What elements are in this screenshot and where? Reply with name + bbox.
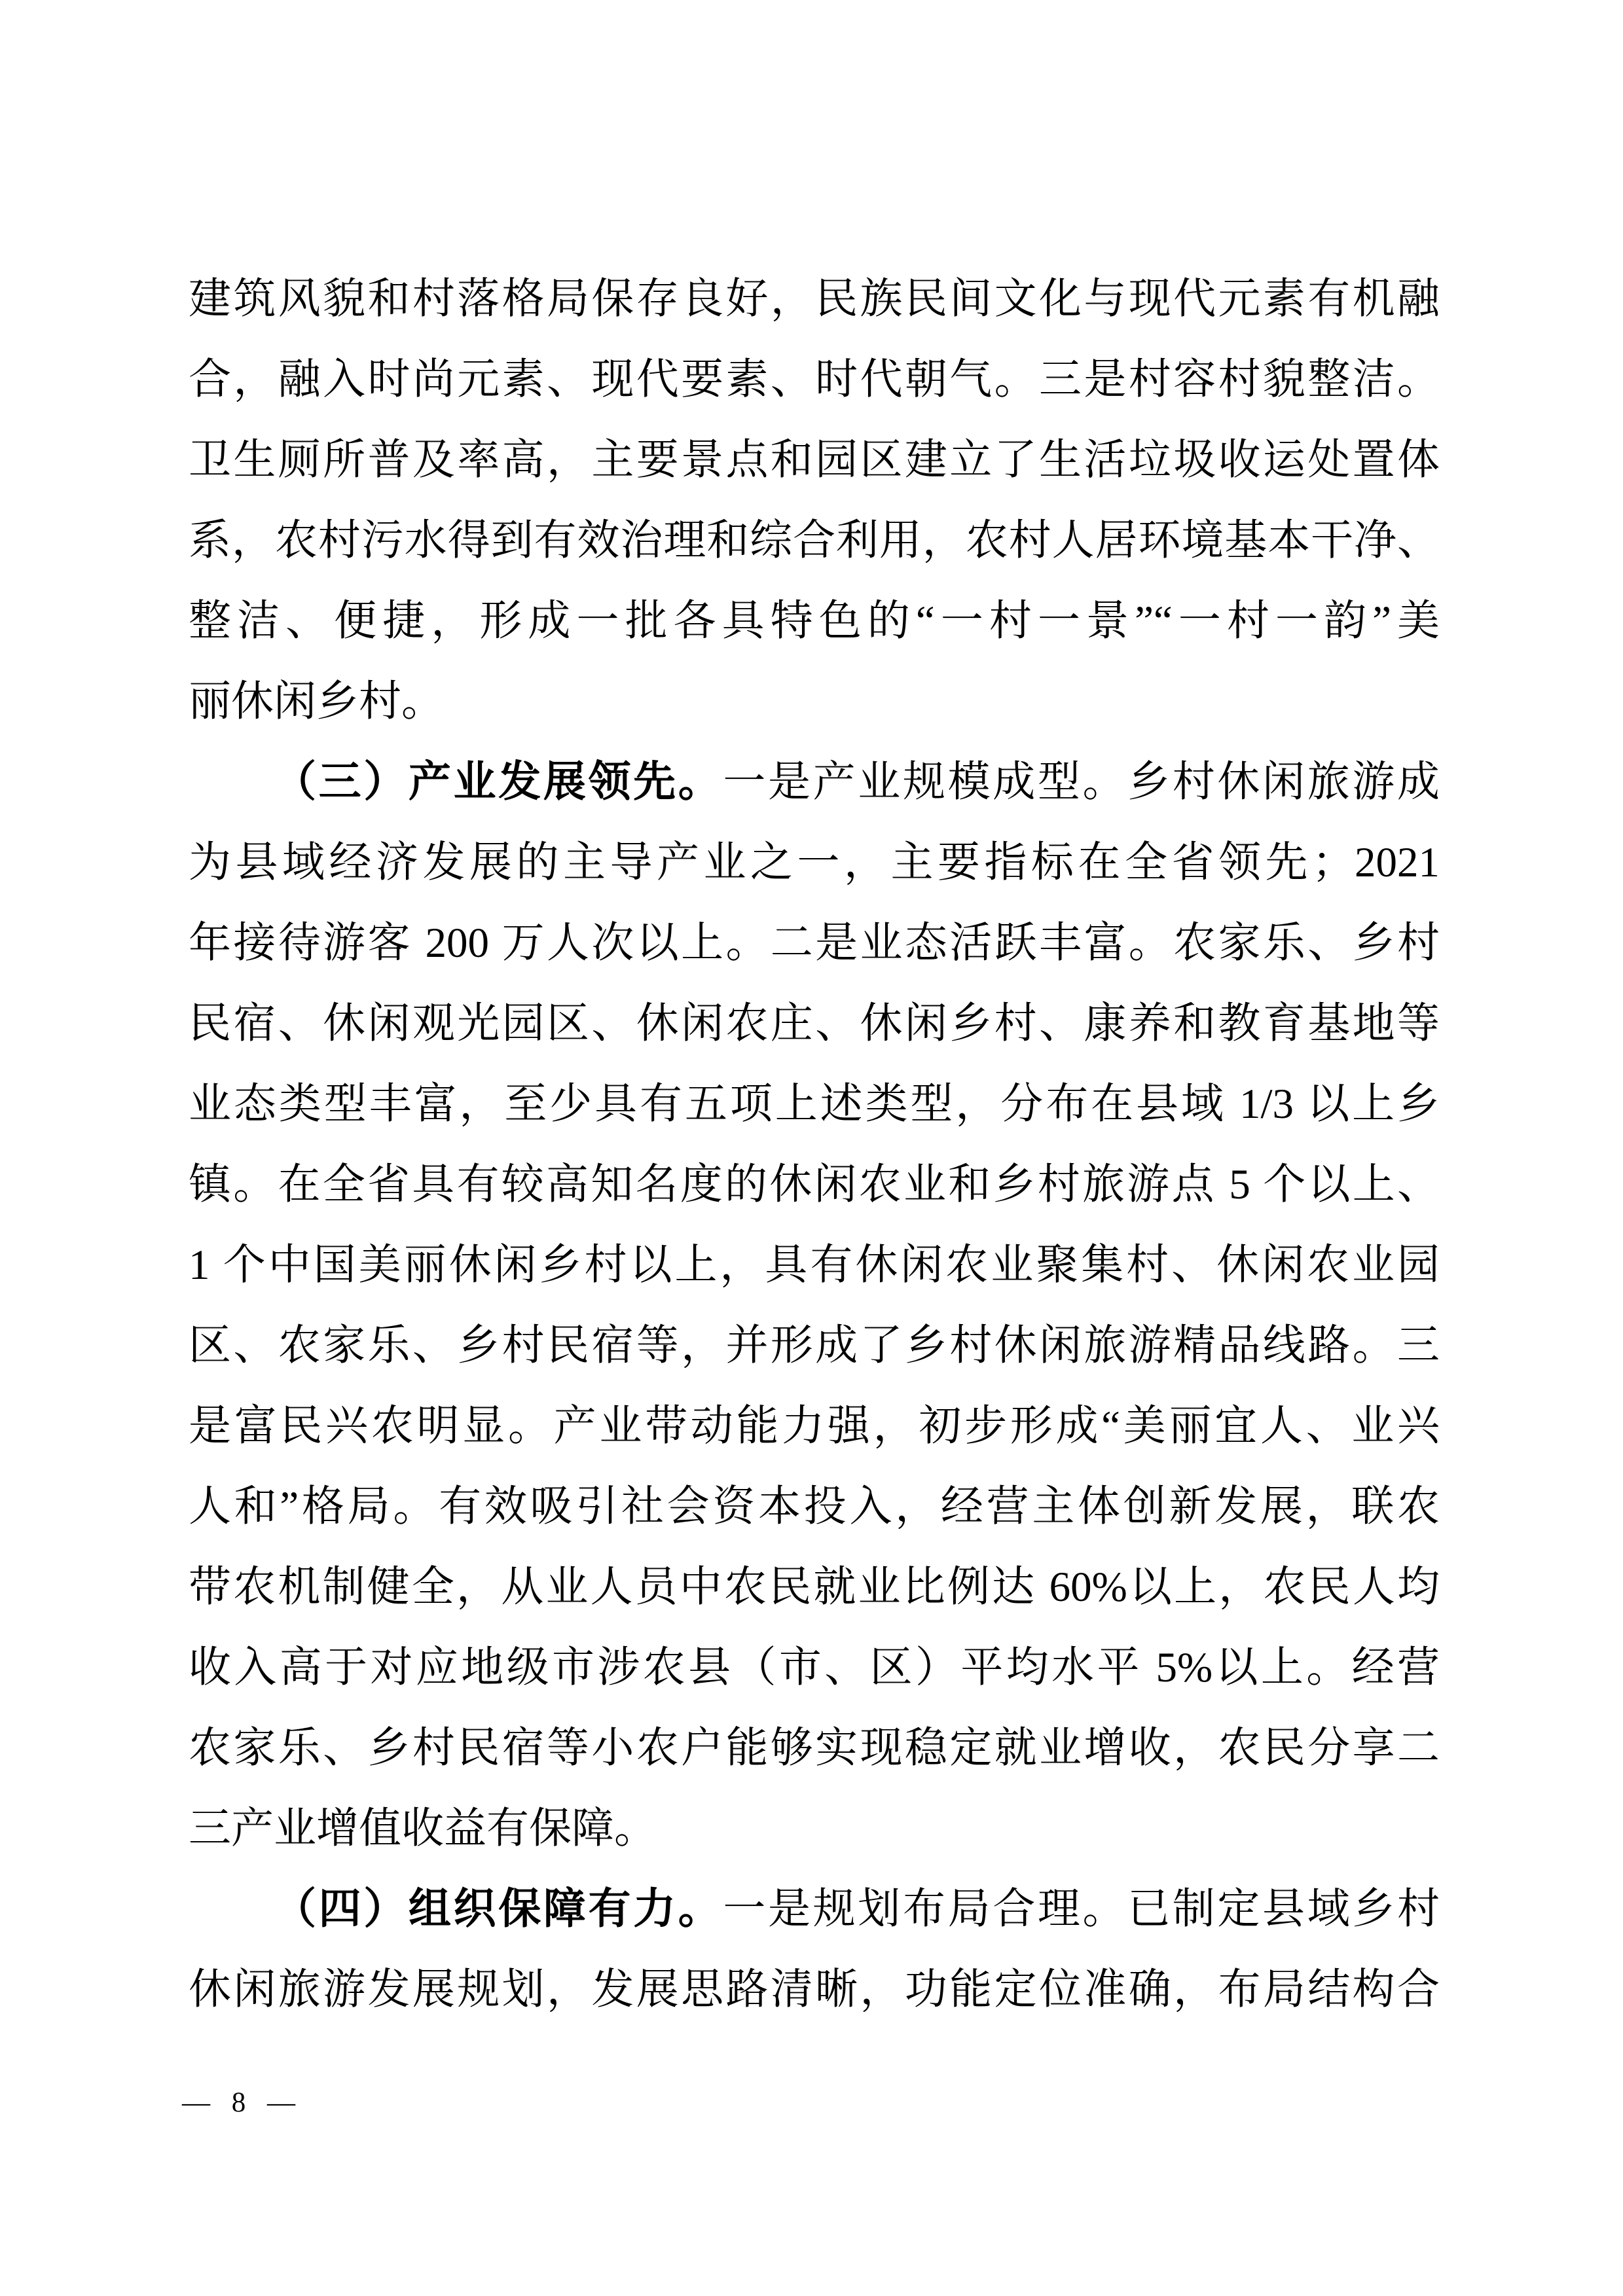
line-text: 一是规划布局合理。已制定县域乡村	[723, 1886, 1440, 1933]
line-text: 带农机制健全，从业人员中农民就业比例达 60%以上，农民人均	[189, 1564, 1440, 1611]
line-text: 丽休闲乡村。	[189, 678, 445, 725]
text-line	[189, 259, 1440, 340]
text-line	[189, 1869, 1440, 1950]
line-text: 农家乐、乡村民宿等小农户能够实现稳定就业增收，农民分享二	[189, 1725, 1440, 1772]
line-text: 人和”格局。有效吸引社会资本投入，经营主体创新发展，联农	[189, 1483, 1440, 1530]
text-line	[189, 1950, 1440, 2030]
line-text: 是富民兴农明显。产业带动能力强，初步形成“美丽宜人、业兴	[189, 1403, 1440, 1450]
line-text: 一是产业规模成型。乡村休闲旅游成	[723, 759, 1440, 806]
document-body	[189, 259, 1440, 2030]
page-number: — 8 —	[182, 2087, 299, 2118]
line-text: 休闲旅游发展规划，发展思路清晰，功能定位准确，布局结构合	[189, 1966, 1440, 2013]
text-line	[189, 501, 1440, 581]
line-text: 年接待游客 200 万人次以上。二是业态活跃丰富。农家乐、乡村	[189, 920, 1440, 967]
line-text: 卫生厕所普及率高，主要景点和园区建立了生活垃圾收运处置体	[189, 437, 1440, 484]
line-text: 三产业增值收益有保障。	[189, 1805, 657, 1852]
line-text: 合，融入时尚元素、现代要素、时代朝气。三是村容村貌整洁。	[189, 356, 1440, 403]
line-text: 业态类型丰富，至少具有五项上述类型，分布在县域 1/3 以上乡	[189, 1081, 1440, 1128]
line-text: 整洁、便捷，形成一批各具特色的“一村一景”“一村一韵”美	[189, 598, 1440, 645]
line-text: 区、农家乐、乡村民宿等，并形成了乡村休闲旅游精品线路。三	[189, 1322, 1440, 1369]
text-line	[189, 1467, 1440, 1547]
line-text: 民宿、休闲观光园区、休闲农庄、休闲乡村、康养和教育基地等	[189, 1000, 1440, 1047]
text-line	[189, 662, 1440, 742]
text-line	[189, 1064, 1440, 1145]
text-line	[189, 903, 1440, 984]
text-line	[189, 1306, 1440, 1386]
section-heading: （三）产业发展领先。	[274, 759, 723, 806]
text-line	[189, 984, 1440, 1064]
text-line	[189, 340, 1440, 420]
text-line	[189, 1628, 1440, 1708]
text-line	[189, 742, 1440, 823]
text-line	[189, 823, 1440, 903]
line-text: 建筑风貌和村落格局保存良好，民族民间文化与现代元素有机融	[189, 276, 1440, 323]
line-text: 镇。在全省具有较高知名度的休闲农业和乡村旅游点 5 个以上、	[189, 1161, 1440, 1208]
text-line	[189, 581, 1440, 662]
text-line	[189, 1386, 1440, 1467]
line-text: 收入高于对应地级市涉农县（市、区）平均水平 5%以上。经营	[189, 1644, 1440, 1691]
text-line	[189, 1225, 1440, 1306]
line-text: 系，农村污水得到有效治理和综合利用，农村人居环境基本干净、	[189, 517, 1440, 564]
text-line	[189, 420, 1440, 501]
text-line	[189, 1708, 1440, 1789]
section-heading: （四）组织保障有力。	[274, 1886, 723, 1933]
line-text: 1 个中国美丽休闲乡村以上，具有休闲农业聚集村、休闲农业园	[189, 1242, 1440, 1289]
text-line	[189, 1547, 1440, 1628]
line-text: 为县域经济发展的主导产业之一，主要指标在全省领先；2021	[189, 839, 1440, 886]
text-line	[189, 1145, 1440, 1225]
text-line	[189, 1789, 1440, 1869]
